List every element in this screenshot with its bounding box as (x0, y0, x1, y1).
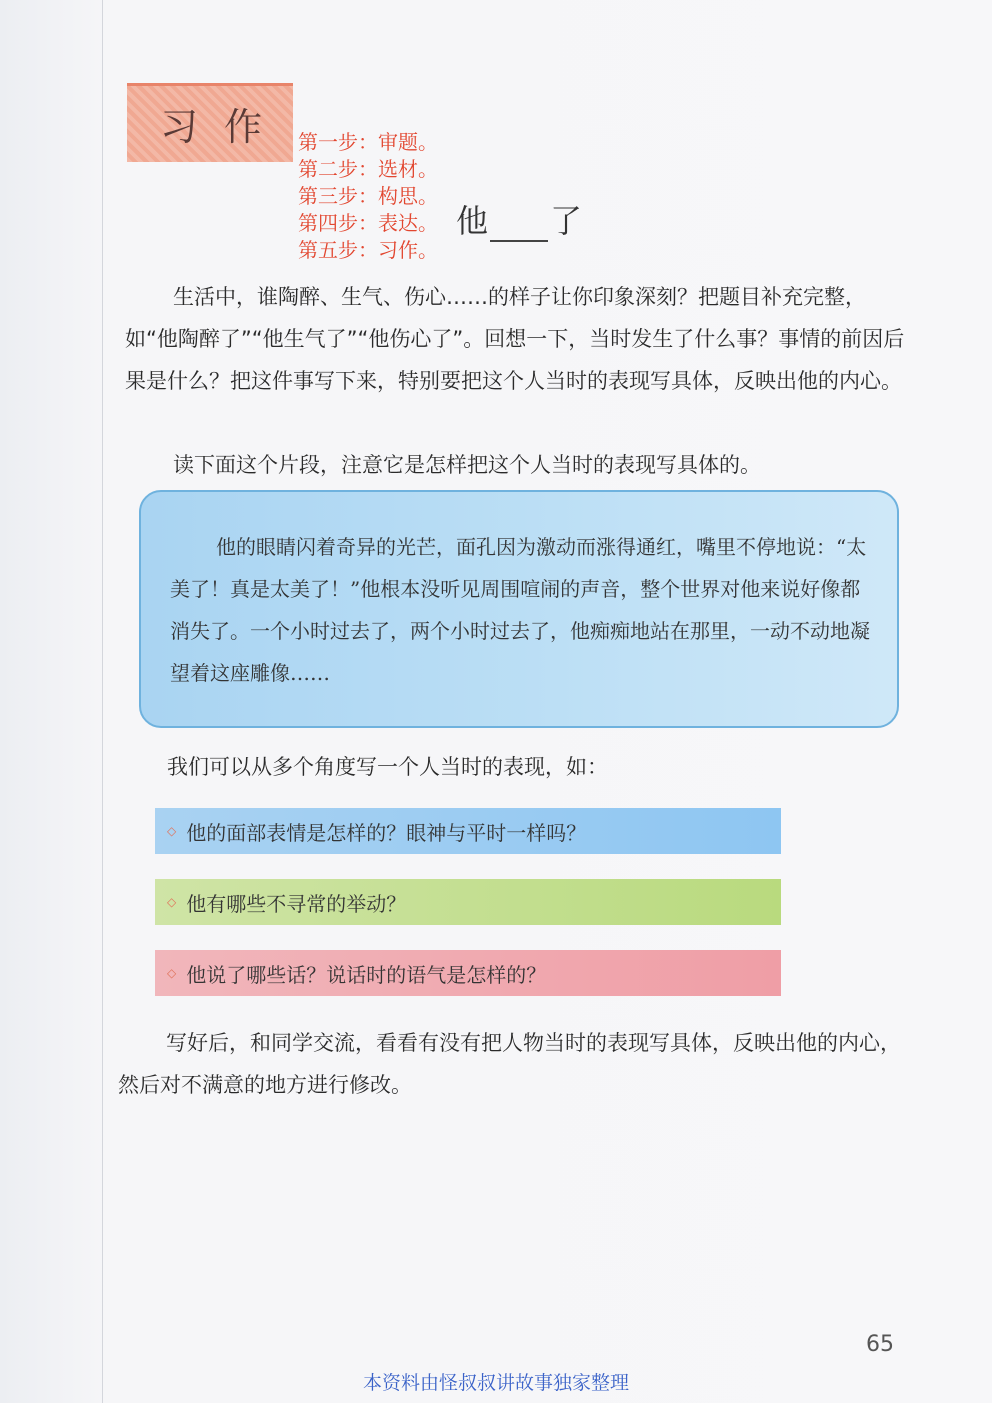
topic-blank (490, 212, 548, 242)
step-3: 第三步：构思。 (298, 184, 438, 208)
essay-topic (456, 196, 582, 242)
closing-paragraph: 写好后，和同学交流，看看有没有把人物当时的表现写具体，反映出他的内心，然后对不满意的地方进行修改。 (118, 1031, 901, 1097)
angle-item-speech (155, 950, 781, 996)
page-number: 65 (866, 1332, 894, 1357)
angle-text: 他有哪些不寻常的举动？ (186, 891, 407, 916)
angle-text: 他说了哪些话？说话时的语气是怎样的？ (186, 962, 547, 987)
angle-text: 他的面部表情是怎样的？眼神与平时一样吗？ (186, 820, 587, 845)
angle-item-actions (155, 879, 781, 925)
binding-edge (102, 0, 103, 1403)
step-5: 第五步：习作。 (298, 238, 438, 262)
page-title: 习作 (160, 105, 289, 149)
topic-suffix: 了 (550, 202, 583, 240)
footer-note: 本资料由怪叔叔讲故事独家整理 (362, 1372, 629, 1394)
intro-paragraph: 生活中，谁陶醉、生气、伤心……的样子让你印象深刻？把题目补充完整，如“他陶醉了”“他生气了”“他伤心了”。回想一下，当时发生了什么事？事情的前因后果是什么？把这件事写下来，特别要把这个人当时的表现写具体，反映出他的内心。 (125, 285, 905, 393)
topic-prefix: 他 (456, 202, 489, 240)
step-4: 第四步：表达。 (298, 211, 438, 235)
step-1: 第一步：审题。 (298, 130, 438, 154)
writing-steps (298, 129, 438, 264)
angles-intro: 我们可以从多个角度写一个人当时的表现，如： (167, 755, 608, 779)
diamond-icon: ◇ (167, 824, 177, 838)
angle-item-face (155, 808, 781, 854)
step-2: 第二步：选材。 (298, 157, 438, 181)
diamond-icon: ◇ (167, 966, 177, 980)
read-prompt: 读下面这个片段，注意它是怎样把这个人当时的表现写具体的。 (173, 453, 761, 477)
excerpt-text: 他的眼睛闪着奇异的光芒，面孔因为激动而涨得通红，嘴里不停地说：“太美了！真是太美了！”他根本没听见周围喧闹的声音，整个世界对他来说好像都消失了。一个小时过去了，两个小时过去了，他痴痴地站在那里，一动不动地凝望着这座雕像…… (170, 535, 870, 685)
diamond-icon: ◇ (167, 895, 177, 909)
